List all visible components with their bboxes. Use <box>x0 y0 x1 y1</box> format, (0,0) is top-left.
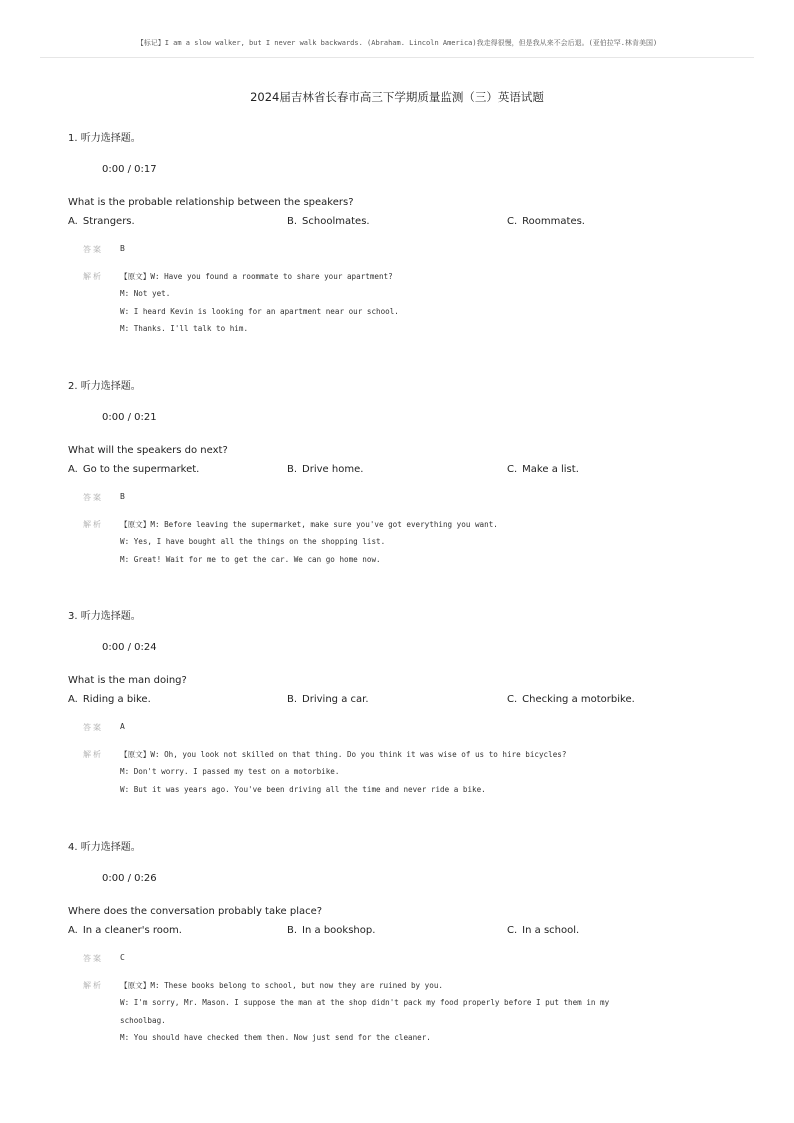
analysis-line: schoolbag. <box>120 1015 166 1025</box>
option-letter: B. <box>287 464 298 475</box>
analysis-line: 【原文】W: Have you found a roommate to share your apartment? <box>120 272 393 281</box>
option-c[interactable] <box>507 694 635 705</box>
option-text: In a bookshop. <box>302 925 376 936</box>
question-head: 2. 听力选择题。 <box>68 381 141 392</box>
option-letter: B. <box>287 216 298 227</box>
option-text: In a cleaner's room. <box>82 925 182 936</box>
option-letter: A. <box>68 694 78 705</box>
options <box>68 216 738 232</box>
question-stem: What is the probable relationship between the speakers? <box>68 197 354 208</box>
options <box>68 464 738 480</box>
option-text: Riding a bike. <box>82 694 151 705</box>
analysis-row <box>83 516 738 568</box>
option-a[interactable] <box>68 464 199 475</box>
option-c[interactable] <box>507 925 579 936</box>
analysis-line: M: Don't worry. I passed my test on a motorbike. <box>120 767 340 777</box>
analysis-line: W: Yes, I have bought all the things on the shopping list. <box>120 537 386 547</box>
analysis-row <box>83 977 738 1047</box>
question-stem: Where does the conversation probably take place? <box>68 906 323 917</box>
analysis-label: 解析 <box>83 520 103 529</box>
audio-player[interactable]: 0:00 / 0:26 <box>102 873 157 884</box>
question-3 <box>68 610 738 798</box>
answer-label: 答案 <box>83 954 103 963</box>
analysis-line: M: Thanks. I'll talk to him. <box>120 324 249 334</box>
answer-row <box>83 244 738 255</box>
option-letter: A. <box>68 216 78 227</box>
analysis-text <box>120 268 680 338</box>
answer-label: 答案 <box>83 723 103 732</box>
option-a[interactable] <box>68 925 182 936</box>
option-letter: A. <box>68 464 78 475</box>
option-b[interactable] <box>287 216 370 227</box>
audio-player[interactable]: 0:00 / 0:21 <box>102 412 157 423</box>
analysis-line: M: Not yet. <box>120 289 171 299</box>
answer-label: 答案 <box>83 493 103 502</box>
answer-row <box>83 722 738 733</box>
option-b[interactable] <box>287 694 369 705</box>
audio-player[interactable]: 0:00 / 0:24 <box>102 642 157 653</box>
analysis-line: W: I heard Kevin is looking for an apartment near our school. <box>120 306 399 316</box>
answer-value: A <box>120 722 125 731</box>
question-2 <box>68 380 738 568</box>
option-c[interactable] <box>507 216 585 227</box>
answer-row <box>83 953 738 964</box>
option-a[interactable] <box>68 216 135 227</box>
option-text: Go to the supermarket. <box>82 464 200 475</box>
question-stem: What is the man doing? <box>68 675 187 686</box>
analysis-line: 【原文】W: Oh, you look not skilled on that thing. Do you think it was wise of us to hire bicycles? <box>120 750 567 759</box>
analysis-row <box>83 746 738 798</box>
option-letter: C. <box>507 925 518 936</box>
option-text: Roommates. <box>522 216 585 227</box>
header-divider <box>40 57 754 58</box>
answer-value: B <box>120 244 125 253</box>
answer-value: B <box>120 492 125 501</box>
option-text: Strangers. <box>82 216 135 227</box>
option-text: Driving a car. <box>302 694 369 705</box>
analysis-line: W: But it was years ago. You've been driving all the time and never ride a bike. <box>120 784 486 794</box>
option-letter: A. <box>68 925 78 936</box>
analysis-line: M: Great! Wait for me to get the car. We can go home now. <box>120 554 381 564</box>
option-letter: C. <box>507 464 518 475</box>
option-text: Checking a motorbike. <box>522 694 635 705</box>
analysis-row <box>83 268 738 338</box>
header-note: 【标记】I am a slow walker, but I never walk backwards. (Abraham. Lincoln America)我走得很慢，但是我从来不会后退。(亚伯拉罕.林肯美国) <box>136 39 658 47</box>
question-head: 3. 听力选择题。 <box>68 611 141 622</box>
question-stem: What will the speakers do next? <box>68 445 228 456</box>
answer-value: C <box>120 953 125 962</box>
analysis-label: 解析 <box>83 272 103 281</box>
analysis-label: 解析 <box>83 981 103 990</box>
option-c[interactable] <box>507 464 579 475</box>
options <box>68 694 738 710</box>
option-b[interactable] <box>287 464 363 475</box>
question-head: 4. 听力选择题。 <box>68 842 141 853</box>
analysis-label: 解析 <box>83 750 103 759</box>
analysis-line: 【原文】M: Before leaving the supermarket, make sure you've got everything you want. <box>120 520 498 529</box>
options <box>68 925 738 941</box>
option-text: In a school. <box>522 925 580 936</box>
question-head: 1. 听力选择题。 <box>68 133 141 144</box>
option-text: Make a list. <box>522 464 579 475</box>
question-4 <box>68 841 738 1047</box>
option-letter: B. <box>287 925 298 936</box>
analysis-text <box>120 516 680 568</box>
option-b[interactable] <box>287 925 375 936</box>
answer-label: 答案 <box>83 245 103 254</box>
analysis-line: 【原文】M: These books belong to school, but now they are ruined by you. <box>120 981 443 990</box>
analysis-line: M: You should have checked them then. Now just send for the cleaner. <box>120 1033 431 1043</box>
option-letter: C. <box>507 216 518 227</box>
option-letter: C. <box>507 694 518 705</box>
option-letter: B. <box>287 694 298 705</box>
option-a[interactable] <box>68 694 151 705</box>
question-1 <box>68 132 738 338</box>
answer-row <box>83 492 738 503</box>
page-title: 2024届吉林省长春市高三下学期质量监测（三）英语试题 <box>250 90 544 104</box>
analysis-text <box>120 977 680 1047</box>
analysis-text <box>120 746 680 798</box>
analysis-line: W: I'm sorry, Mr. Mason. I suppose the man at the shop didn't pack my food properly before I put them in my <box>120 998 610 1008</box>
option-text: Drive home. <box>302 464 364 475</box>
option-text: Schoolmates. <box>302 216 370 227</box>
audio-player[interactable]: 0:00 / 0:17 <box>102 164 157 175</box>
